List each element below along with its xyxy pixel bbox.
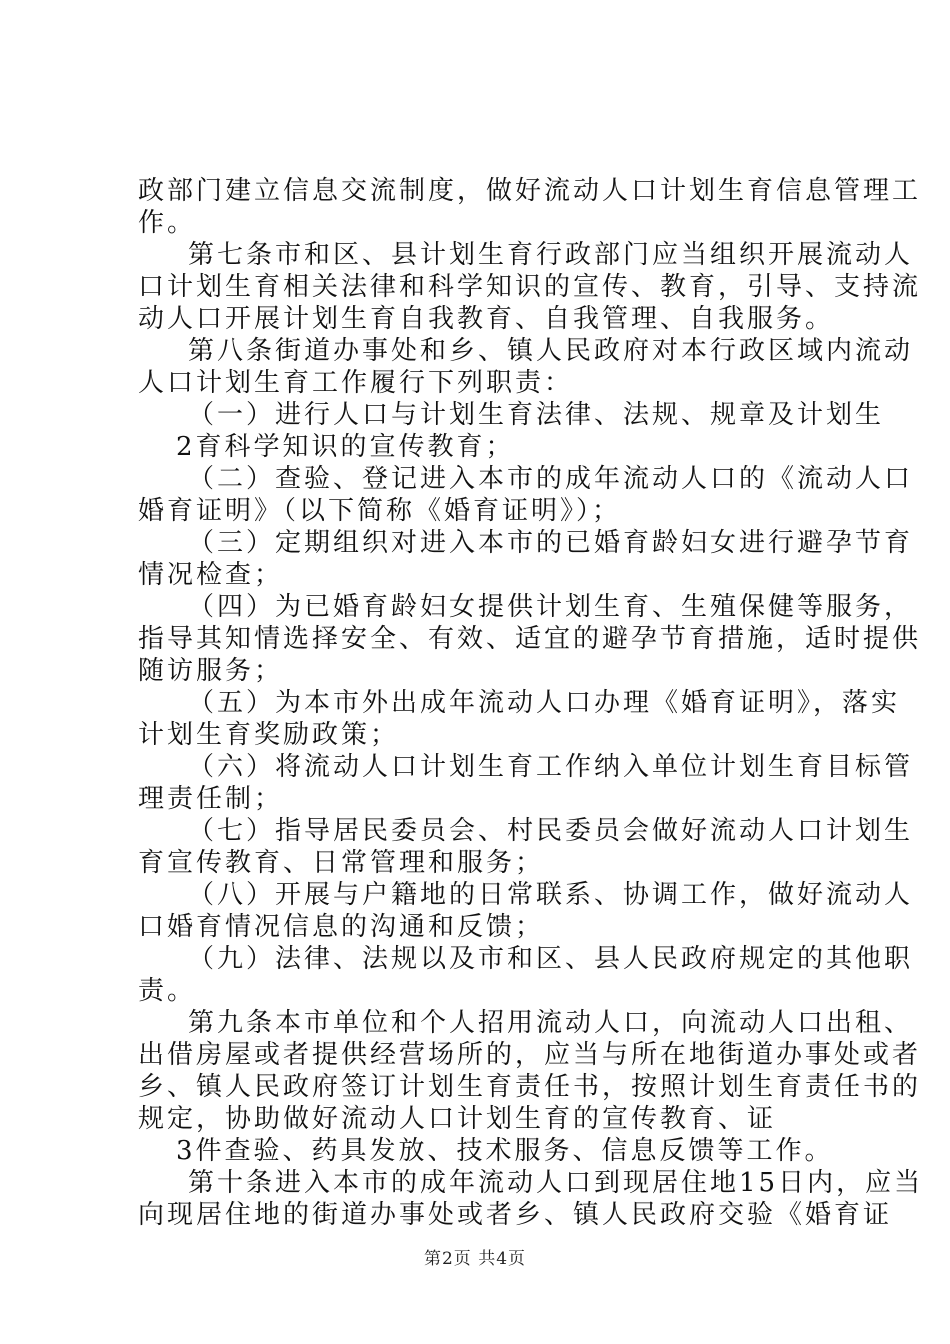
text-line: （八）开展与户籍地的日常联系、协调工作，做好流动人 <box>188 880 914 910</box>
text-line: 动人口开展计划生育自我教育、自我管理、自我服务。 <box>138 304 835 334</box>
text-line: 口婚育情况信息的沟通和反馈； <box>138 912 545 942</box>
text-line: 第九条本市单位和个人招用流动人口，向流动人口出租、 <box>188 1008 914 1038</box>
page-number-footer: 第2页 共4页 <box>423 1249 527 1269</box>
text-line: 出借房屋或者提供经营场所的，应当与所在地街道办事处或者 <box>138 1040 922 1070</box>
text-line: 规定，协助做好流动人口计划生育的宣传教育、证 <box>138 1104 777 1134</box>
text-line: （七）指导居民委员会、村民委员会做好流动人口计划生 <box>188 816 914 846</box>
text-line: 人口计划生育工作履行下列职责： <box>138 368 574 398</box>
text-line: 育宣传教育、日常管理和服务； <box>138 848 545 878</box>
text-line: 责。 <box>138 976 197 1006</box>
text-line: 第十条进入本市的成年流动人口到现居住地15日内，应当 <box>188 1168 924 1198</box>
text-line: 作。 <box>138 208 197 238</box>
text-line: （一）进行人口与计划生育法律、法规、规章及计划生 <box>188 400 885 430</box>
text-line: （二）查验、登记进入本市的成年流动人口的《流动人口 <box>188 464 914 494</box>
text-line: 3件查验、药具发放、技术服务、信息反馈等工作。 <box>176 1136 834 1166</box>
text-line: （四）为已婚育龄妇女提供计划生育、生殖保健等服务， <box>188 592 914 622</box>
text-line: 情况检查； <box>138 560 284 590</box>
text-line: （五）为本市外出成年流动人口办理《婚育证明》，落实 <box>188 688 901 718</box>
text-line: 乡、镇人民政府签订计划生育责任书，按照计划生育责任书的 <box>138 1072 922 1102</box>
text-line: （三）定期组织对进入本市的已婚育龄妇女进行避孕节育 <box>188 528 914 558</box>
text-line: 2育科学知识的宣传教育； <box>176 432 515 462</box>
text-line: 随访服务； <box>138 656 284 686</box>
text-line: 口计划生育相关法律和科学知识的宣传、教育，引导、支持流 <box>138 272 922 302</box>
text-line: 第八条街道办事处和乡、镇人民政府对本行政区域内流动 <box>188 336 914 366</box>
text-line: 指导其知情选择安全、有效、适宜的避孕节育措施，适时提供 <box>138 624 922 654</box>
text-line: 向现居住地的街道办事处或者乡、镇人民政府交验《婚育证 <box>138 1200 893 1230</box>
text-line: 第七条市和区、县计划生育行政部门应当组织开展流动人 <box>188 240 914 270</box>
text-line: 理责任制； <box>138 784 284 814</box>
text-line: 政部门建立信息交流制度，做好流动人口计划生育信息管理工 <box>138 176 922 206</box>
text-line: 婚育证明》（以下简称《婚育证明》）； <box>138 496 622 526</box>
text-line: （六）将流动人口计划生育工作纳入单位计划生育目标管 <box>188 752 914 782</box>
text-line: （九）法律、法规以及市和区、县人民政府规定的其他职 <box>188 944 914 974</box>
text-line: 计划生育奖励政策； <box>138 720 400 750</box>
